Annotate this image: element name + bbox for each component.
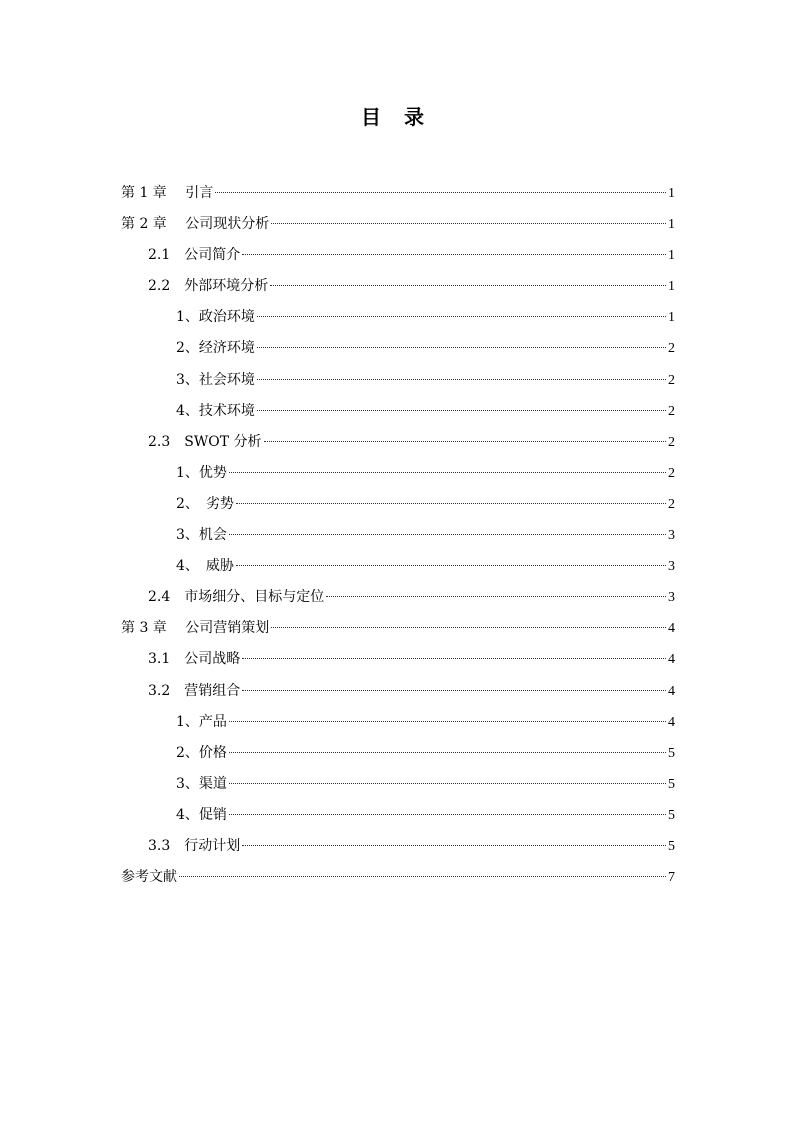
toc-dot-leader xyxy=(271,222,666,224)
toc-entry-label: 3、机会 xyxy=(176,527,227,544)
toc-entry-label: 3、渠道 xyxy=(176,775,227,792)
toc-dot-leader xyxy=(257,409,666,411)
toc-entry-label: 1、产品 xyxy=(176,713,227,730)
toc-dot-leader xyxy=(242,689,666,691)
toc-entry-label: 3、社会环境 xyxy=(176,371,255,388)
toc-entry[interactable] xyxy=(121,676,675,707)
toc-entry-label: 3.1 公司战略 xyxy=(148,651,241,668)
toc-dot-leader xyxy=(242,657,666,659)
toc-entry[interactable] xyxy=(121,707,675,738)
toc-entry[interactable] xyxy=(121,800,675,831)
toc-dot-leader xyxy=(229,782,666,784)
toc-entry-page-number: 1 xyxy=(668,217,675,233)
toc-entry-page-number: 1 xyxy=(668,248,675,264)
toc-dot-leader xyxy=(229,720,666,722)
toc-entry-page-number: 7 xyxy=(668,870,675,886)
toc-entry[interactable] xyxy=(121,209,675,240)
toc-entry[interactable] xyxy=(121,644,675,675)
toc-dot-leader xyxy=(215,191,666,193)
toc-dot-leader xyxy=(179,875,666,877)
toc-entry[interactable] xyxy=(121,458,675,489)
toc-entry[interactable] xyxy=(121,240,675,271)
toc-dot-leader xyxy=(229,471,666,473)
toc-dot-leader xyxy=(242,844,666,846)
toc-entry-label: 第 1 章 引言 xyxy=(121,185,214,201)
toc-entry-page-number: 1 xyxy=(668,310,675,326)
toc-entry-label: 2、价格 xyxy=(176,744,227,761)
toc-entry-label: 第 3 章 公司营销策划 xyxy=(121,620,270,637)
toc-title: 目 录 xyxy=(361,105,432,129)
toc-entry-page-number: 2 xyxy=(668,496,675,512)
toc-entry[interactable] xyxy=(121,365,675,396)
toc-entry-label: 4、 威胁 xyxy=(176,558,234,575)
toc-entry-label: 第 2 章 公司现状分析 xyxy=(121,216,270,233)
toc-entry-label: 2.2 外部环境分析 xyxy=(148,278,269,295)
toc-entry-page-number: 1 xyxy=(668,279,675,295)
toc-entry-page-number: 4 xyxy=(668,621,675,637)
toc-dot-leader xyxy=(257,378,666,380)
toc-dot-leader xyxy=(242,253,666,255)
toc-entry-label: 3.2 营销组合 xyxy=(148,682,241,699)
toc-entry-label: 1、优势 xyxy=(176,464,227,481)
toc-entry-page-number: 4 xyxy=(668,714,675,730)
toc-entry[interactable] xyxy=(121,551,675,582)
toc-entry[interactable] xyxy=(121,769,675,800)
toc-entry[interactable] xyxy=(121,831,675,862)
toc-dot-leader xyxy=(229,751,666,753)
toc-dot-leader xyxy=(271,626,666,628)
toc-entry-page-number: 5 xyxy=(668,745,675,761)
toc-entry-page-number: 2 xyxy=(668,434,675,450)
toc-entry-page-number: 5 xyxy=(668,807,675,823)
toc-entry[interactable] xyxy=(121,271,675,302)
toc-entry[interactable] xyxy=(121,396,675,427)
toc-entry-page-number: 4 xyxy=(668,652,675,668)
toc-entry[interactable] xyxy=(121,489,675,520)
toc-entry-label: 2.4 市场细分、目标与定位 xyxy=(148,589,325,606)
toc-dot-leader xyxy=(229,533,666,535)
toc-entry-page-number: 5 xyxy=(668,776,675,792)
toc-entry-page-number: 3 xyxy=(668,559,675,575)
toc-dot-leader xyxy=(270,284,666,286)
toc-entry-page-number: 2 xyxy=(668,403,675,419)
toc-entry-page-number: 2 xyxy=(668,372,675,388)
toc-entry[interactable] xyxy=(121,302,675,333)
toc-entry-page-number: 4 xyxy=(668,683,675,699)
toc-dot-leader xyxy=(229,813,666,815)
toc-entry-page-number: 1 xyxy=(668,186,675,201)
toc-entry-page-number: 3 xyxy=(668,590,675,606)
toc-entry-label: 2、经济环境 xyxy=(176,340,255,357)
toc-dot-leader xyxy=(257,315,666,317)
toc-entry[interactable] xyxy=(121,613,675,644)
toc-entry[interactable] xyxy=(121,738,675,769)
toc-entry[interactable] xyxy=(121,862,675,893)
toc-entry[interactable] xyxy=(121,520,675,551)
toc-entry[interactable] xyxy=(121,427,675,458)
toc-dot-leader xyxy=(236,564,666,566)
toc-entry-label: 2、 劣势 xyxy=(176,495,234,512)
toc-dot-leader xyxy=(264,440,666,442)
toc-entry-page-number: 5 xyxy=(668,838,675,854)
toc-entry-label: 4、促销 xyxy=(176,806,227,823)
toc-entry-label: 参考文献 xyxy=(121,869,177,886)
toc-entry[interactable] xyxy=(121,582,675,613)
toc-entry-label: 3.3 行动计划 xyxy=(148,837,241,854)
toc-dot-leader xyxy=(236,502,666,504)
toc-entry-label: 2.1 公司简介 xyxy=(148,247,241,264)
toc-dot-leader xyxy=(326,595,666,597)
toc-list xyxy=(121,178,675,893)
toc-dot-leader xyxy=(257,346,666,348)
toc-entry-page-number: 3 xyxy=(668,528,675,544)
toc-entry-page-number: 2 xyxy=(668,341,675,357)
toc-entry[interactable] xyxy=(121,178,675,209)
toc-entry-label: 2.3 SWOT 分析 xyxy=(148,433,262,450)
toc-entry-page-number: 2 xyxy=(668,465,675,481)
toc-entry-label: 1、政治环境 xyxy=(176,309,255,326)
toc-entry-label: 4、技术环境 xyxy=(176,402,255,419)
toc-entry[interactable] xyxy=(121,333,675,364)
